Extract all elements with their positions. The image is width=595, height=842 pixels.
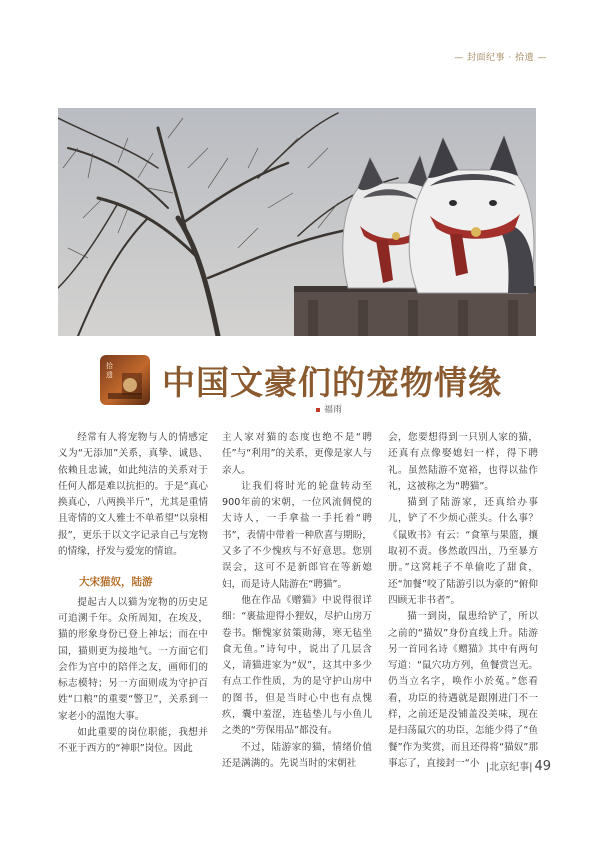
paragraph: 如此重要的岗位职能，我想并不亚于西方的“神职”岗位。因此 [58, 727, 208, 755]
paragraph: 经常有人将宠物与人的情感定义为“无添加”关系，真挚、诚恳、依赖且忠诚，如此纯洁的关系对于任何人都是难以抗拒的。于是“真心换真心，八两换半斤”，尤其是重情且寄情的文人雅士不单希望“以泉相报”，更乐于以文字记录自己与宠物的情缘，抒发与爱宠的情谊。 [58, 432, 208, 558]
paragraph: 主人家对猫的态度也绝不是“聘任”与“利用”的关系，更像是家人与亲人。 [222, 432, 372, 476]
paragraph: 猫到了陆游家，还真给办事儿，铲了不少烦心蔗头。什么事？《鼠败书》有云：“食箪与果篮，攘取初不责。侈然敢四出，乃至暴方册。”这窝耗子不单偷吃了甜食，还“加餐”咬了陆游引以为豪的“俯仰四顾无非书者”。 [388, 497, 538, 606]
text-column-3 [388, 430, 538, 772]
text-column-1 [58, 430, 208, 758]
text-column-2 [222, 430, 372, 772]
paragraph: 让我们将时光的轮盘转动至900年前的宋朝，一位风流倜傥的大诗人，一手拿盐一手托着“聘书”，表情中带着一种欣喜与期盼，又多了不少愧疚与不好意思。您别误会，这可不是新郎官在等新媳妇，而是诗人陆游在“聘猫”。 [222, 480, 372, 590]
section-header: — 封面纪事 · 拾遗 — [454, 53, 547, 63]
article-title-block [100, 355, 540, 405]
page-number: 49 [534, 759, 551, 774]
section-subheading: 大宋猫奴，陆游 [79, 576, 153, 589]
paragraph: 猫一到岗，鼠患给铲了，所以之前的“猫奴”身份直线上升。陆游另一首同名诗《赠猫》其中有两句写道：“鼠穴功方列，鱼餐赏岂无。仍当立名字，唤作小於菟。”您看看，功臣的待遇就是跟刚进门不一样，之前还是没铺盖没美味，现在是扫荡鼠穴的功臣，怎能少得了“鱼餐”作为奖赏，而且还得将“猫奴”那事忘了，直接封一“小 [388, 611, 538, 769]
article-title: 中国文豪们的宠物情缘 [162, 363, 502, 402]
paragraph: 不过，陆游家的猫，情绪价值还是满满的。先说当时的宋朝社 [222, 741, 372, 769]
badge-label: 拾遗 [106, 362, 113, 379]
badge-illustration-icon [100, 355, 150, 405]
paragraph: 提起古人以猫为宠物的历史足可追溯千年。众所周知，在埃及，猫的形象身份已登上神坛；而在中国，猫则更为接地气。一方面它们会作为宫中的陪伴之友，画师们的标志模特；另一方面则成为守护百姓“口粮”的重要“警卫”，关系到一家老小的温饱大事。 [58, 596, 208, 722]
author-byline: 福雨 [316, 402, 342, 415]
paragraph: 他在作品《赠猫》中说得很详细：“裹盐迎得小狸奴，尽护山房万卷书。惭愧家贫策勋薄，寒无毡坐食无鱼。”诗句中，说出了几层含义，请猫进家为“奴”，这其中多少有点工作性质，为的是守护山房中的图书，但是当时心中也有点愧疚，囊中羞涩，连毡垫儿与小鱼儿之类的“劳保用品”都没有。 [222, 594, 372, 737]
magazine-name: |北京纪事| [485, 762, 533, 773]
paragraph: 会，您要想得到一只别人家的猫，还真有点像娶媳妇一样，得下聘礼。虽然陆游不宽裕，也得以盐作礼，这被称之为“聘猫”。 [388, 432, 538, 492]
page-footer [486, 758, 551, 774]
cover-photo-cat-statues [58, 108, 536, 336]
column-badge [100, 355, 150, 405]
